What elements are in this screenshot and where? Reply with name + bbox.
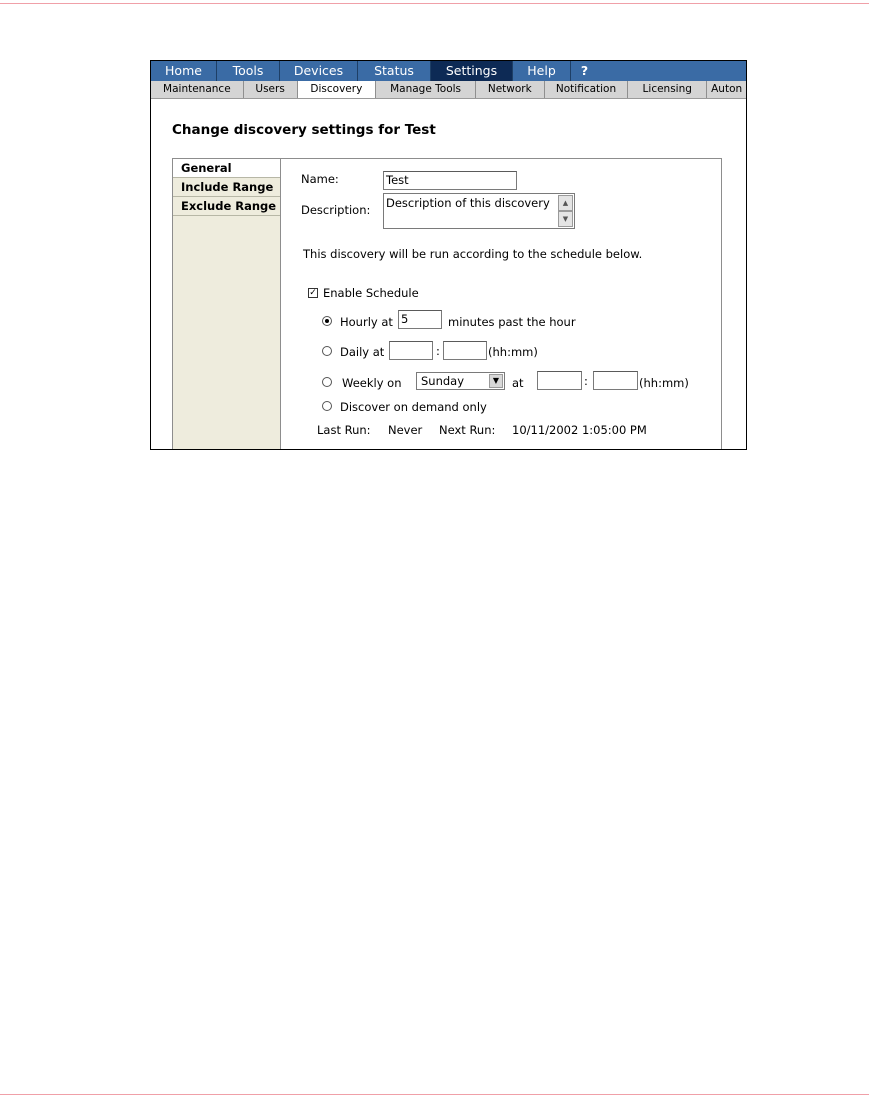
check-icon: ✓ — [309, 288, 317, 298]
subnav-tab-licensing[interactable]: Licensing — [628, 81, 707, 98]
on-demand-radio[interactable] — [322, 401, 332, 411]
weekly-day-select[interactable] — [416, 372, 505, 390]
sub-nav — [151, 81, 746, 99]
nav-tab-status[interactable]: Status — [358, 61, 431, 81]
subnav-tab-maintenance[interactable]: Maintenance — [151, 81, 244, 98]
hourly-label[interactable]: Hourly at — [340, 315, 393, 329]
daily-minute-input[interactable] — [443, 341, 487, 360]
subnav-tab-auton[interactable]: Auton — [711, 83, 743, 95]
page-rule-bottom — [0, 1094, 869, 1095]
nav-tab-devices[interactable]: Devices — [280, 61, 358, 81]
main-nav — [151, 61, 746, 81]
app-window — [150, 60, 747, 450]
description-text: Description of this discovery — [386, 196, 550, 210]
nav-tab-help[interactable]: Help — [513, 61, 571, 81]
weekly-radio[interactable] — [322, 377, 332, 387]
name-label: Name: — [301, 172, 339, 186]
daily-hour-input[interactable] — [389, 341, 433, 360]
description-scrollbar[interactable] — [558, 195, 573, 227]
sidebar-item-general[interactable]: General — [173, 159, 280, 178]
daily-time-separator: : — [436, 344, 440, 358]
sidebar-item-exclude-range[interactable]: Exclude Range — [173, 197, 280, 216]
schedule-info-text: This discovery will be run according to the schedule below. — [303, 247, 643, 261]
scroll-down-icon[interactable]: ▼ — [558, 211, 573, 227]
next-run-label: Next Run: — [439, 423, 496, 437]
subnav-tab-manage-tools[interactable]: Manage Tools — [376, 81, 476, 98]
nav-tab-tools[interactable]: Tools — [217, 61, 280, 81]
page-rule-top — [0, 3, 869, 4]
sidebar — [173, 159, 281, 450]
chevron-down-icon[interactable]: ▼ — [489, 374, 503, 388]
enable-schedule-label[interactable]: Enable Schedule — [323, 286, 419, 300]
weekly-day-value: Sunday — [421, 374, 465, 388]
on-demand-label[interactable]: Discover on demand only — [340, 400, 487, 414]
nav-tab-home[interactable]: Home — [151, 61, 217, 81]
last-run-label: Last Run: — [317, 423, 371, 437]
weekly-minute-input[interactable] — [593, 371, 638, 390]
subnav-tab-discovery[interactable]: Discovery — [298, 81, 377, 98]
hourly-suffix: minutes past the hour — [448, 315, 576, 329]
daily-time-format: (hh:mm) — [488, 345, 538, 359]
subnav-tab-users[interactable]: Users — [244, 81, 298, 98]
settings-panel — [172, 158, 722, 450]
next-run-value: 10/11/2002 1:05:00 PM — [512, 423, 647, 437]
nav-tab-question[interactable]: ? — [580, 63, 589, 78]
description-textarea[interactable] — [383, 193, 575, 229]
hourly-radio[interactable] — [322, 316, 332, 326]
page-title: Change discovery settings for Test — [172, 122, 436, 138]
subnav-tab-notification[interactable]: Notification — [545, 81, 629, 98]
weekly-time-format: (hh:mm) — [639, 376, 689, 390]
description-label: Description: — [301, 203, 371, 217]
weekly-hour-input[interactable] — [537, 371, 582, 390]
weekly-at-label: at — [512, 376, 524, 390]
subnav-tab-network[interactable]: Network — [476, 81, 545, 98]
enable-schedule-checkbox[interactable] — [308, 288, 318, 298]
sidebar-item-include-range[interactable]: Include Range — [173, 178, 280, 197]
weekly-label[interactable]: Weekly on — [342, 376, 402, 390]
daily-radio[interactable] — [322, 346, 332, 356]
daily-label[interactable]: Daily at — [340, 345, 385, 359]
nav-tab-settings[interactable]: Settings — [431, 61, 513, 81]
last-run-value: Never — [388, 423, 423, 437]
weekly-time-separator: : — [584, 374, 588, 388]
scroll-up-icon[interactable]: ▲ — [558, 195, 573, 211]
hourly-minutes-input[interactable]: 5 — [398, 310, 442, 329]
name-input[interactable]: Test — [383, 171, 517, 190]
